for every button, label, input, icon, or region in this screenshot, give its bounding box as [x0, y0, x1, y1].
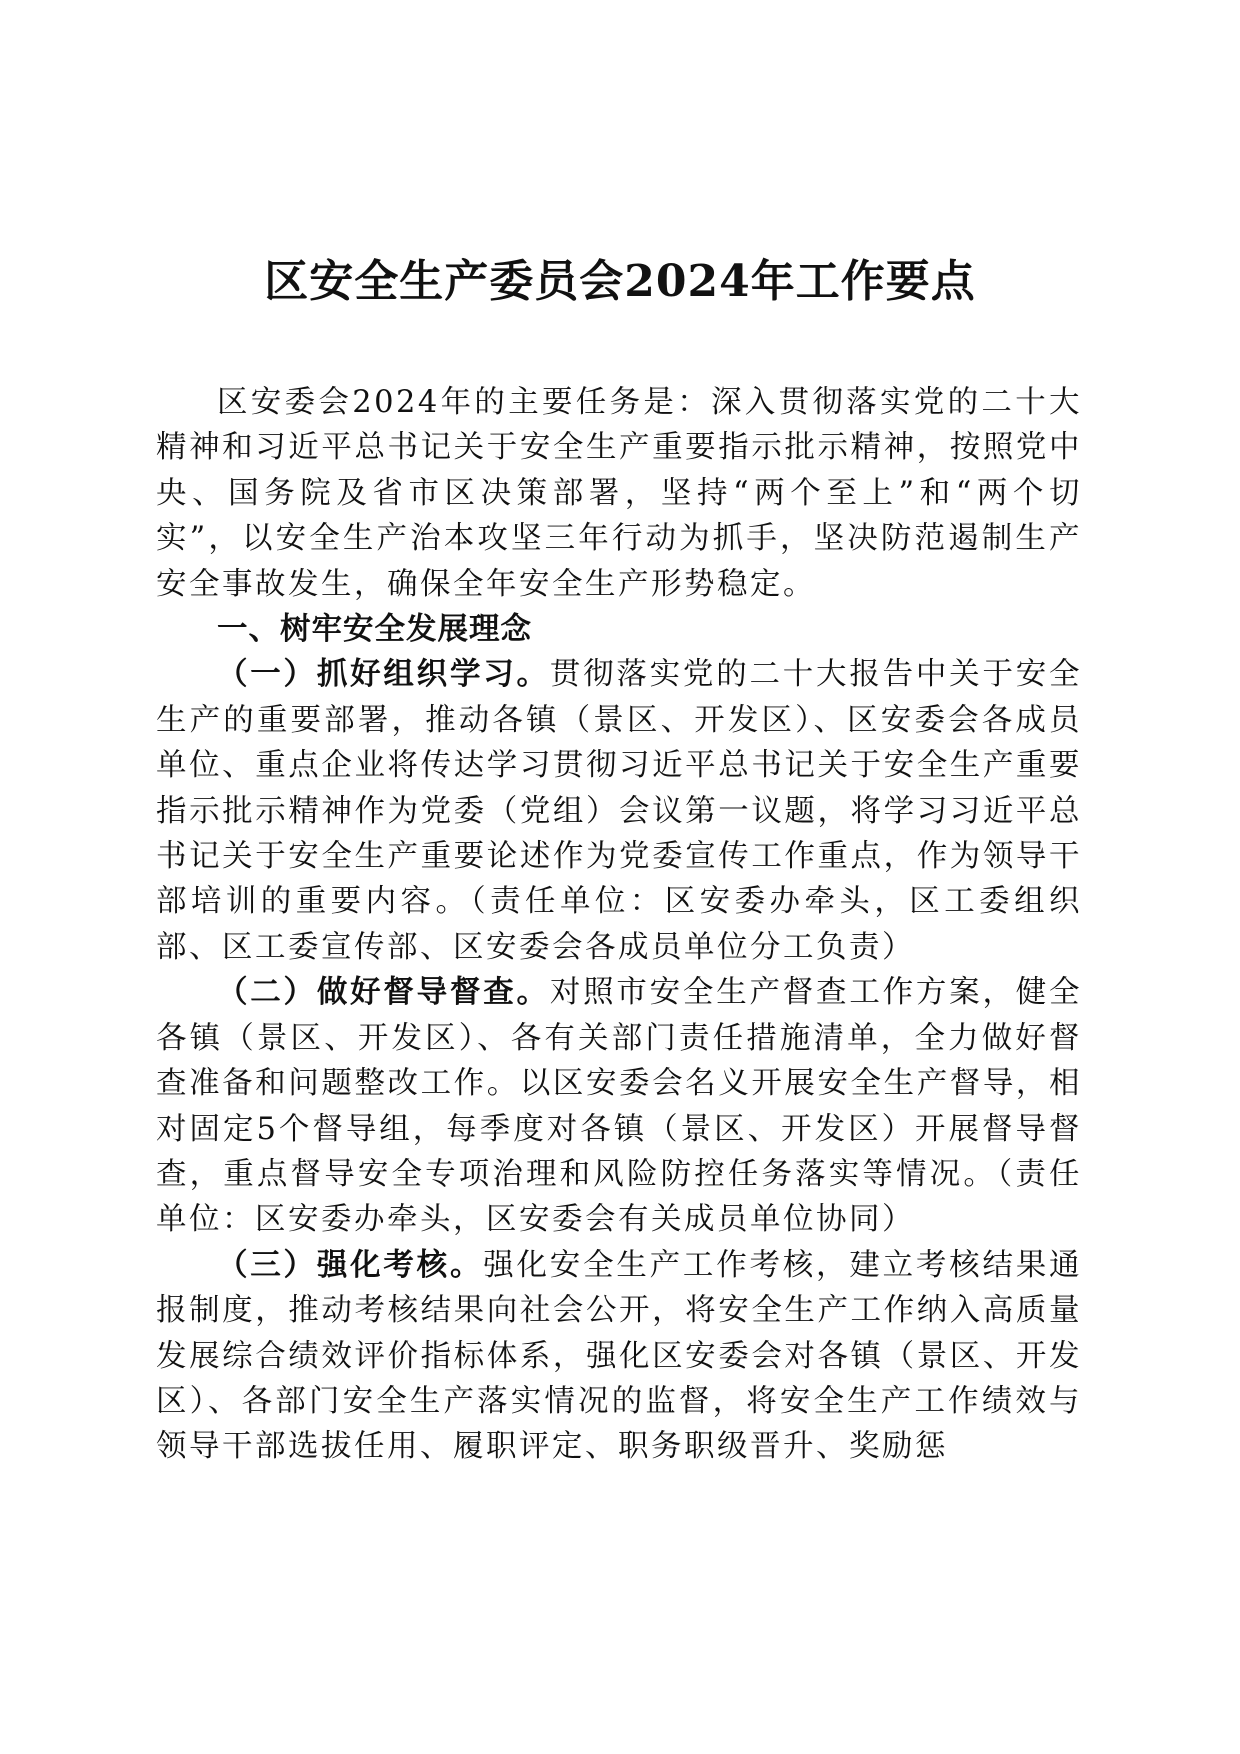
item-lead-1: （一）抓好组织学习。 [217, 656, 550, 693]
item-text-2: 对照市安全生产督查工作方案，健全各镇（景区、开发区）、各有关部门责任措施清单，全力做好督查准备和问题整改工作。以区安委会名义开展安全生产督导，相对固定5个督导组，每季度对各镇（景区、开发区）开展督导督查，重点督导安全专项治理和风险防控任务落实等情况。（责任单位：区安委办牵头，区安委会有关成员单位协同） [156, 975, 1083, 1238]
item-paragraph-3 [156, 1243, 1082, 1470]
document-title: 区安全生产委员会2024年工作要点 [264, 256, 976, 307]
document-body [156, 380, 1082, 1470]
item-lead-3: （三）强化考核。 [217, 1246, 484, 1283]
intro-paragraph: 区安委会2024年的主要任务是：深入贯彻落实党的二十大精神和习近平总书记关于安全生产重要指示批示精神，按照党中央、国务院及省市区决策部署，坚持“两个至上”和“两个切实”，以安全生产治本攻坚三年行动为抓手，坚决防范遏制生产安全事故发生，确保全年安全生产形势稳定。 [156, 385, 1082, 602]
item-text-1: 贯彻落实党的二十大报告中关于安全生产的重要部署，推动各镇（景区、开发区）、区安委会各成员单位、重点企业将传达学习贯彻习近平总书记关于安全生产重要指示批示精神作为党委（党组）会议第一议题，将学习习近平总书记关于安全生产重要论述作为党委宣传工作重点，作为领导干部培训的重要内容。（责任单位：区安委办牵头，区工委组织部、区工委宣传部、区安委会各成员单位分工负责） [156, 657, 1083, 965]
section-heading: 一、树牢安全发展理念 [217, 612, 532, 648]
item-paragraph-2 [156, 970, 1082, 1242]
item-text-3: 强化安全生产工作考核，建立考核结果通报制度，推动考核结果向社会公开，将安全生产工作纳入高质量发展综合绩效评价指标体系，强化区安委会对各镇（景区、开发区）、各部门安全生产落实情况的监督，将安全生产工作绩效与领导干部选拔任用、履职评定、职务职级晋升、奖励惩 [156, 1247, 1083, 1465]
item-lead-2: （二）做好督导督查。 [217, 974, 550, 1011]
item-paragraph-1 [156, 652, 1082, 970]
